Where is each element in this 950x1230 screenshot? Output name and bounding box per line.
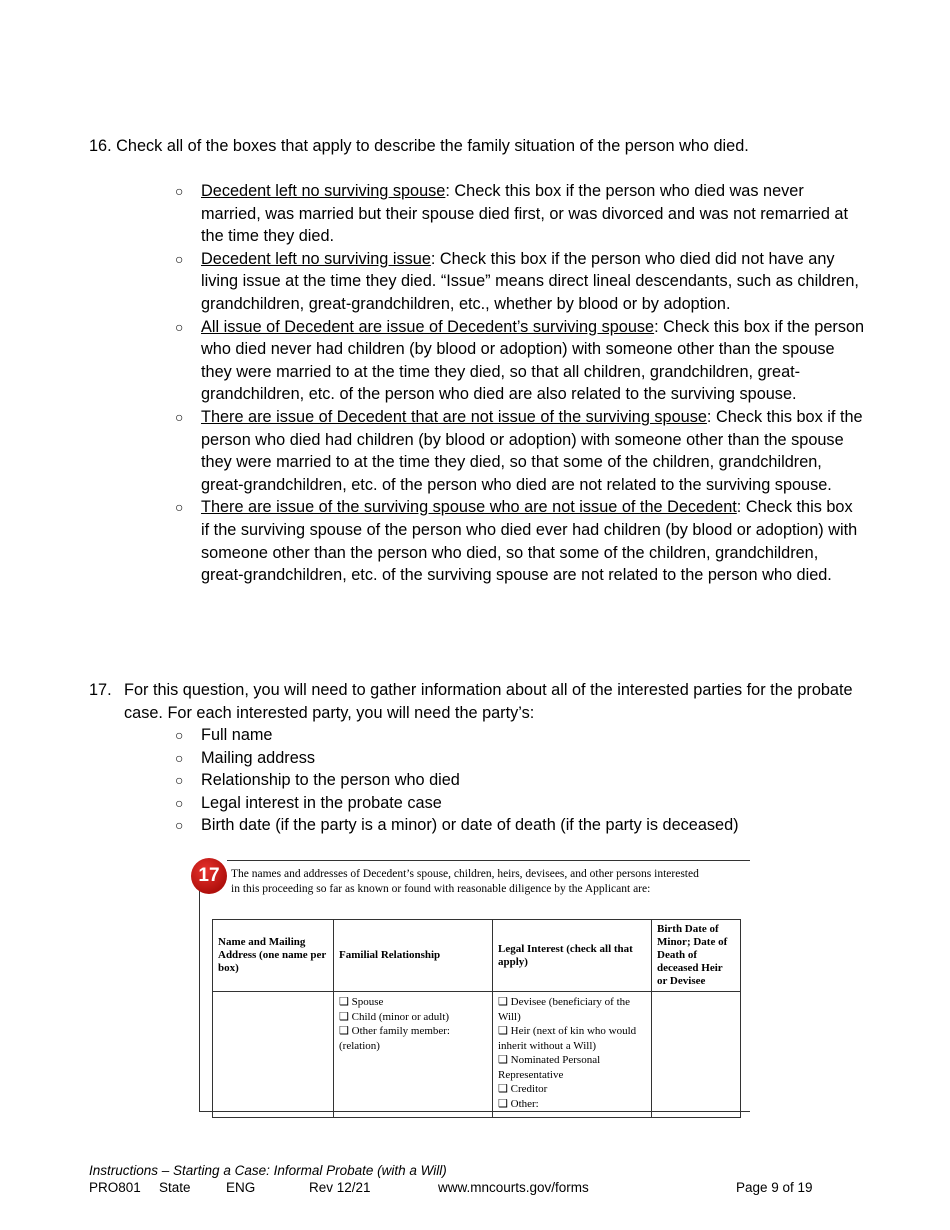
option-label: Decedent left no surviving spouse (201, 182, 446, 200)
option-text: : Check this box if the person who died never had children (by blood or adoption) with someone other than the spouse they were married to at the time they died, so that all children, grandchildren, great-grandchildren, etc. of the person who died are also related to the surviving spouse. (201, 317, 865, 404)
list-item (175, 316, 865, 406)
column-header: Birth Date of Minor; Date of Death of deceased Heir or Devisee (652, 920, 741, 992)
question-17-intro: For this question, you will need to gather information about all of the interested parties for the probate case. For each interested party, you will need the party’s: (124, 681, 853, 722)
form-code: PRO801 (89, 1180, 141, 1195)
option-text: : Check this box if the person who died had children (by blood or adoption) with someone other than the spouse they were married to at the time they died, so that some of the children, grandchildren, great-grandchildren, etc. of the person who died are not related to the surviving spouse. (201, 407, 863, 494)
familial-relationship-cell (334, 992, 493, 1118)
list-item (175, 496, 865, 586)
checkbox-icon: ❑ (339, 1010, 349, 1023)
checkbox-icon: ❑ (498, 1083, 508, 1095)
form-intro-text: The names and addresses of Decedent’s spouse, children, heirs, devisees, and other persons interested in this proceeding so far as known or found with reasonable diligence by the Applicant are: (231, 868, 699, 895)
checkbox-icon: ❑ (498, 1025, 508, 1037)
option-label: There are issue of the surviving spouse who are not issue of the Decedent (201, 498, 737, 517)
bullet-icon: ○ (175, 250, 184, 267)
bullet-icon: ○ (175, 318, 184, 335)
bullet-icon: ○ (175, 183, 184, 199)
page-number: Page 9 of 19 (736, 1180, 813, 1195)
list-item: ○ Full name (175, 724, 865, 747)
checkbox-option: ❑ Creditor (498, 1083, 548, 1095)
bullet-icon: ○ (175, 817, 184, 834)
option-text: : Check this box if the person who died was never married, was married but their spouse died first, or was divorced and was not remarried at the time they died. (201, 182, 849, 246)
checkbox-option: ❑ Other: (498, 1097, 539, 1110)
question-17-number: 17. (89, 681, 112, 699)
question-16-intro: 16. Check all of the boxes that apply to describe the family situation of the person who died. (89, 137, 749, 155)
column-header: Legal Interest (check all that apply) (493, 920, 652, 992)
column-header: Familial Relationship (334, 920, 493, 992)
table-header-row (213, 920, 741, 992)
revision: Rev 12/21 (309, 1180, 371, 1195)
bullet-icon: ○ (175, 749, 184, 766)
checkbox-option: ❑ Devisee (beneficiary of the Will) (498, 996, 631, 1023)
date-cell (652, 992, 741, 1118)
list-item: ○ Legal interest in the probate case (175, 792, 865, 815)
jurisdiction: State (159, 1180, 191, 1195)
list-item (175, 248, 865, 316)
bullet-icon: ○ (175, 772, 184, 789)
question-17-items (175, 724, 865, 837)
list-item (175, 406, 865, 496)
checkbox-icon: ❑ (339, 996, 349, 1008)
bullet-icon: ○ (175, 727, 184, 743)
bullet-icon: ○ (175, 408, 184, 425)
checkbox-icon: ❑ (498, 1054, 508, 1066)
column-header: Name and Mailing Address (one name per box) (213, 920, 334, 992)
forms-link[interactable]: www.mncourts.gov/forms (438, 1180, 589, 1195)
checkbox-option: ❑ Heir (next of kin who would inherit without a Will) (498, 1025, 637, 1052)
option-label: All issue of Decedent are issue of Decedent’s surviving spouse (201, 317, 655, 336)
option-label: There are issue of Decedent that are not issue of the surviving spouse (201, 407, 707, 426)
table-row (213, 992, 741, 1118)
list-item: ○ Birth date (if the party is a minor) or date of death (if the party is deceased) (175, 814, 865, 837)
name-address-cell (213, 992, 334, 1118)
divider (199, 888, 200, 1112)
interested-parties-table (212, 919, 741, 1118)
divider (227, 860, 750, 861)
checkbox-icon: ❑ (498, 1097, 508, 1110)
list-item: ○ Mailing address (175, 747, 865, 770)
form-excerpt-17 (199, 858, 750, 1112)
checkbox-icon: ❑ (498, 996, 508, 1008)
footer-title: Instructions – Starting a Case: Informal Probate (with a Will) (89, 1163, 447, 1178)
legal-interest-cell (493, 992, 652, 1118)
bullet-icon: ○ (175, 499, 184, 516)
list-item: ○ Relationship to the person who died (175, 769, 865, 792)
language: ENG (226, 1180, 256, 1195)
question-number-badge: 17 (191, 858, 227, 894)
list-item (175, 180, 865, 248)
checkbox-icon: ❑ (339, 1025, 349, 1037)
option-text: : Check this box if the surviving spouse of the person who died ever had children (by blood or adoption) with someone other than the person who died, so that some of the children, grandchildren, great-grandchildren, etc. of the surviving spouse are not related to the person who died. (201, 498, 858, 585)
checkbox-option: ❑ Other family member: (relation) (339, 1025, 450, 1052)
bullet-icon: ○ (175, 794, 184, 811)
question-16-options (175, 180, 865, 587)
checkbox-option: ❑ Spouse (339, 996, 384, 1008)
option-label: Decedent left no surviving issue (201, 249, 431, 268)
option-text: : Check this box if the person who died did not have any living issue at the time they died. “Issue” means direct lineal descendants, such as children, grandchildren, great-grandchildren, etc., whether by blood or by adoption. (201, 249, 859, 313)
footer-meta (89, 1180, 829, 1198)
checkbox-option: ❑ Child (minor or adult) (339, 1010, 450, 1023)
checkbox-option: ❑ Nominated Personal Representative (498, 1054, 601, 1081)
